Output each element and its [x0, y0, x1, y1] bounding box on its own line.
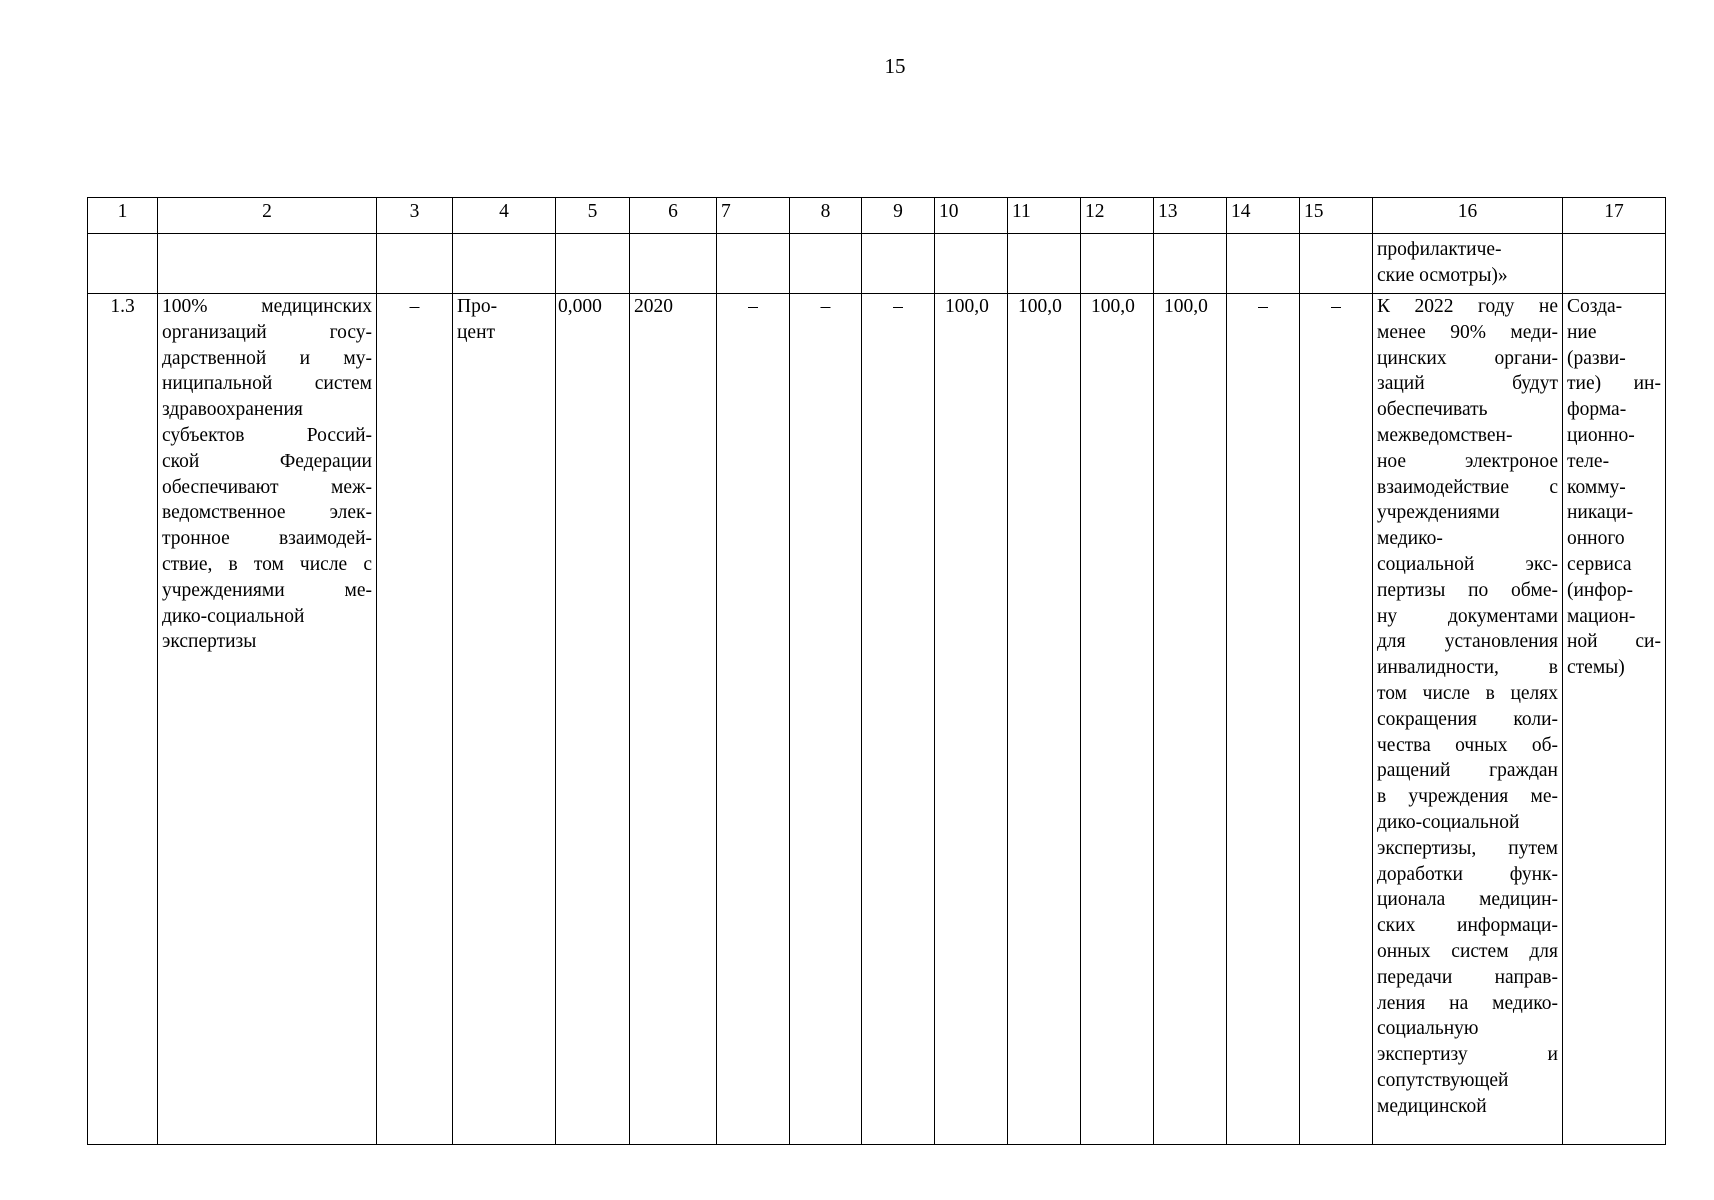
table-cell: –	[790, 294, 862, 1145]
table-row	[88, 294, 1666, 1145]
text-line: медицинской	[1377, 1095, 1487, 1117]
column-header: 9	[862, 198, 935, 234]
text-line: теле-	[1567, 450, 1610, 472]
indicator-name-text	[162, 294, 372, 655]
text-line: Созда-	[1567, 296, 1623, 317]
text-line: ционала медицин-	[1377, 889, 1558, 911]
text-line: онного	[1567, 528, 1625, 550]
column-header: 16	[1373, 198, 1563, 234]
text-line: ниципальной систем	[162, 373, 372, 395]
table-cell	[88, 234, 158, 294]
text-line: ведомственное элек-	[162, 502, 372, 524]
text-line: чества очных об-	[1377, 734, 1558, 756]
text-line: ской Федерации	[162, 450, 372, 472]
continuation-text: профилактиче- ские осмотры)»	[1373, 234, 1563, 294]
table-cell	[1154, 234, 1227, 294]
text-line: (инфор-	[1567, 579, 1633, 601]
text-line: в учреждения ме-	[1377, 786, 1558, 808]
table-cell	[630, 234, 717, 294]
column-number-row	[88, 198, 1666, 234]
text-line: обеспечивать	[1377, 399, 1488, 421]
text-line: ления на медико-	[1377, 992, 1558, 1014]
table-cell: 100,0	[935, 294, 1008, 1145]
table-cell	[717, 234, 790, 294]
column-header: 15	[1300, 198, 1373, 234]
text-line: (разви-	[1567, 347, 1626, 369]
column-header: 17	[1563, 198, 1666, 234]
table-cell: –	[717, 294, 790, 1145]
table-cell: –	[862, 294, 935, 1145]
text-line: тие) ин-	[1567, 373, 1661, 395]
text-line: ние	[1567, 321, 1597, 343]
table-cell	[377, 234, 453, 294]
text-line: том числе в целях	[1377, 682, 1558, 704]
table-cell	[862, 234, 935, 294]
table-cell	[158, 234, 377, 294]
text-line: для установления	[1377, 631, 1558, 653]
text-line: комму-	[1567, 476, 1626, 498]
text-line: форма-	[1567, 399, 1627, 421]
table-cell: –	[1227, 294, 1300, 1145]
text-line: ствие, в том числе с	[162, 553, 372, 575]
table-cell: 100,0	[1154, 294, 1227, 1145]
text-line: дико-социальной	[1377, 811, 1520, 833]
related-measure-text	[1567, 294, 1661, 681]
unit-of-measure: Про- цент	[453, 294, 556, 1145]
column-header: 6	[630, 198, 717, 234]
table-cell: 100,0	[1008, 294, 1081, 1145]
text-line: здравоохранения	[162, 399, 303, 421]
table-cell: 100,0	[1081, 294, 1154, 1145]
table-cell	[453, 234, 556, 294]
text-line: цинских органи-	[1377, 347, 1558, 369]
column-header: 8	[790, 198, 862, 234]
column-header: 2	[158, 198, 377, 234]
column-header: 3	[377, 198, 453, 234]
text-line: ное электроное	[1377, 450, 1558, 472]
table-cell: –	[1300, 294, 1373, 1145]
table-cell	[790, 234, 862, 294]
table-cell	[1300, 234, 1373, 294]
text-line: тронное взаимодей-	[162, 528, 372, 550]
table-cell: –	[377, 294, 453, 1145]
table-cell	[1227, 234, 1300, 294]
table-cell	[556, 234, 630, 294]
table-cell	[935, 234, 1008, 294]
text-line: ращений граждан	[1377, 760, 1558, 782]
text-line: экспертизы, путем	[1377, 837, 1558, 859]
column-header: 5	[556, 198, 630, 234]
text-line: ционно-	[1567, 424, 1635, 446]
column-header: 11	[1008, 198, 1081, 234]
text-line: экспертизы	[162, 631, 257, 653]
text-line: мацион-	[1567, 605, 1636, 627]
text-line: доработки функ-	[1377, 863, 1558, 885]
table-cell	[1563, 234, 1666, 294]
column-header: 1	[88, 198, 158, 234]
text-line: сопутствующей	[1377, 1069, 1509, 1091]
column-header: 14	[1227, 198, 1300, 234]
indicator-name	[158, 294, 377, 1145]
text-line: стемы)	[1567, 657, 1625, 679]
text-line: дико-социальной	[162, 605, 305, 627]
table-cell	[1008, 234, 1081, 294]
text-line: сервиса	[1567, 553, 1632, 575]
text-line: пертизы по обме-	[1377, 579, 1558, 601]
text-line: ских информаци-	[1377, 915, 1558, 937]
text-line: К 2022 году не	[1377, 296, 1558, 317]
text-line: медико-	[1377, 528, 1443, 550]
text-line: ной си-	[1567, 631, 1661, 653]
related-measure	[1563, 294, 1666, 1145]
base-value: 0,000	[556, 294, 630, 1145]
text-line: менее 90% меди-	[1377, 321, 1558, 343]
text-line: экспертизу и	[1377, 1044, 1558, 1066]
result-description-text	[1377, 294, 1558, 1120]
text-line: онных систем для	[1377, 940, 1558, 962]
text-line: субъектов Россий-	[162, 424, 372, 446]
text-line: взаимодействие с	[1377, 476, 1558, 498]
column-header: 4	[453, 198, 556, 234]
text-line: сокращения коли-	[1377, 708, 1558, 730]
text-line: заций будут	[1377, 373, 1558, 395]
text-line: учреждениями	[1377, 502, 1500, 524]
indicators-table	[87, 197, 1666, 1145]
page-number: 15	[884, 54, 906, 78]
column-header: 10	[935, 198, 1008, 234]
item-number: 1.3	[88, 294, 158, 1145]
text-line: социальной экс-	[1377, 553, 1558, 575]
text-line: дарственной и му-	[162, 347, 372, 369]
column-header: 13	[1154, 198, 1227, 234]
text-line: инвалидности, в	[1377, 657, 1558, 679]
text-line: передачи направ-	[1377, 966, 1558, 988]
column-header: 12	[1081, 198, 1154, 234]
continuation-row	[88, 234, 1666, 294]
text-line: учреждениями ме-	[162, 579, 372, 601]
table-cell	[1081, 234, 1154, 294]
text-line: никаци-	[1567, 502, 1634, 524]
text-line: социальную	[1377, 1018, 1479, 1040]
text-line: ну документами	[1377, 605, 1558, 627]
text-line: межведомствен-	[1377, 424, 1513, 446]
text-line: обеспечивают меж-	[162, 476, 372, 498]
text-line: 100% медицинских	[162, 296, 372, 317]
result-description	[1373, 294, 1563, 1145]
column-header: 7	[717, 198, 790, 234]
text-line: организаций госу-	[162, 321, 372, 343]
base-year: 2020	[630, 294, 717, 1145]
